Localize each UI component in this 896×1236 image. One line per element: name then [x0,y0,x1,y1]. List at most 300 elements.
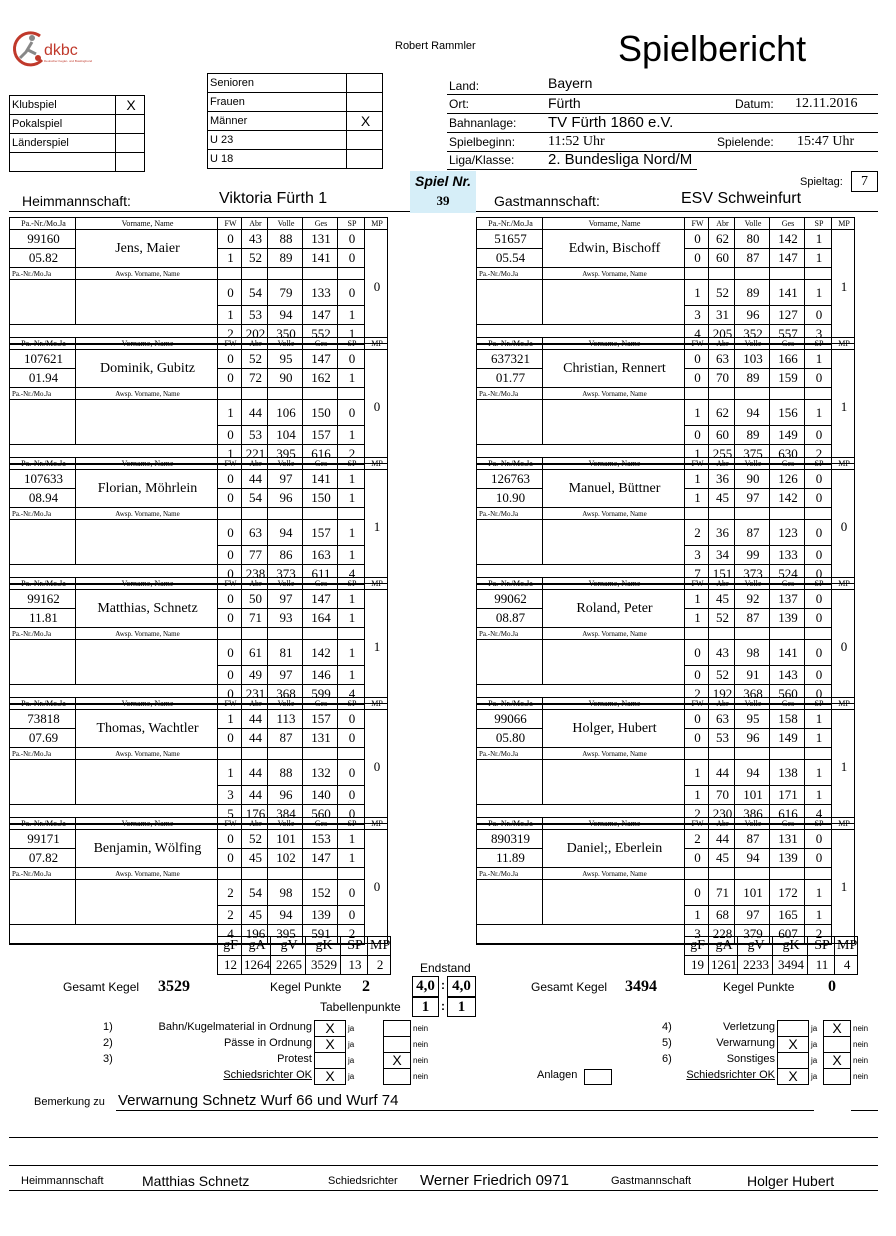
score-cell: 49 [242,666,268,685]
col-header-mp: MP [832,458,855,470]
score-cell: 1 [805,906,832,925]
col-header-mp: MP [365,578,388,590]
check-label: Bahn/Kugelmaterial in Ordnung [158,1021,312,1033]
check-nein-box[interactable] [823,1068,851,1085]
sub-name-cell [543,880,685,925]
col-header-vn: Vorname, Name [543,818,685,830]
col-header-sp: SP [805,818,832,830]
empty-cell [735,508,770,520]
check-number: 2) [103,1037,113,1049]
nein-label: nein [413,1040,429,1049]
score-cell: 72 [242,369,268,388]
bahnanlage-value: TV Fürth 1860 e.V. [548,114,674,131]
score-cell: 1 [338,369,365,388]
datum-value: 12.11.2016 [795,96,858,111]
score-cell: 2 [685,830,709,849]
score-cell: 90 [735,470,770,489]
score-cell: 0 [218,666,242,685]
col-header-fw: FW [685,338,709,350]
totals-header: gK [773,937,808,956]
empty-cell [685,268,709,280]
col-header-sp: SP [338,338,365,350]
sub-name-header: Awsp. Vorname, Name [543,508,685,520]
empty-cell [709,388,735,400]
col-header-pa: Pa.-Nr./Mo.Ja [10,458,76,470]
sum-cell: 230 [709,805,735,824]
empty-cell [10,925,218,944]
score-cell: 123 [770,520,805,546]
score-cell: 87 [735,609,770,628]
logo-text: dkbc [44,42,78,59]
sub-name-header: Awsp. Vorname, Name [543,388,685,400]
game-type-checkbox[interactable]: X [116,96,145,115]
score-cell: 140 [303,786,338,805]
birth-month-year: 08.94 [10,489,76,508]
score-cell: 166 [770,350,805,369]
col-header-vn: Vorname, Name [76,338,218,350]
nein-label: nein [413,1072,429,1081]
empty-cell [735,628,770,640]
sum-cell: 373 [268,565,303,584]
sub-name-cell [76,880,218,925]
check-ja-box[interactable]: X [314,1036,346,1053]
col-header-ges: Ges [770,218,805,230]
game-type-checkbox[interactable] [116,115,145,134]
totals-header: gK [306,937,341,956]
col-header-abr: Abr [709,818,735,830]
check-ja-box[interactable] [314,1052,346,1069]
check-nein-box[interactable]: X [383,1052,411,1069]
score-cell: 96 [735,306,770,325]
check-nein-box[interactable] [383,1068,411,1085]
sum-cell: 560 [303,805,338,824]
sub-pass-cell [477,520,543,565]
score-cell: 1 [338,426,365,445]
class-checkbox[interactable] [347,150,383,169]
logo-subtext: Deutscher Kegler- und Bowlingbund [44,59,93,63]
kp-home-value: 2 [362,978,370,995]
score-cell: 96 [735,729,770,748]
score-cell: 147 [303,306,338,325]
score-cell: 141 [770,640,805,666]
col-header-vn: Vorname, Name [543,458,685,470]
check-ja-box[interactable]: X [314,1020,346,1037]
col-header-sp: SP [805,218,832,230]
col-header-volle: Volle [268,218,303,230]
footer-sr-signature: Werner Friedrich 0971 [420,1172,569,1189]
score-cell: 1 [338,489,365,508]
score-cell: 172 [770,880,805,906]
col-header-sp: SP [805,698,832,710]
score-cell: 1 [338,470,365,489]
totals-value: 19 [685,956,709,975]
totals-header: gA [709,937,738,956]
ja-label: ja [348,1040,355,1049]
sum-cell: 5 [218,805,242,824]
empty-cell [805,508,832,520]
sum-cell: 151 [709,565,735,584]
sum-cell: 368 [735,685,770,704]
empty-cell [770,748,805,760]
empty-cell [805,628,832,640]
score-cell: 1 [338,609,365,628]
game-type-checkbox[interactable] [116,153,145,172]
class-checkbox[interactable] [347,74,383,93]
score-cell: 2 [218,906,242,925]
score-cell: 1 [685,280,709,306]
score-cell: 63 [709,350,735,369]
empty-cell [685,628,709,640]
check-nein-box[interactable]: X [823,1052,851,1069]
score-cell: 99 [735,546,770,565]
match-point: 0 [365,710,388,824]
birth-month-year: 08.87 [477,609,543,628]
score-cell: 1 [685,906,709,925]
col-header-fw: FW [218,218,242,230]
score-cell: 153 [303,830,338,849]
sum-cell: 0 [805,565,832,584]
class-label: Frauen [208,93,347,112]
sum-cell: 599 [303,685,338,704]
check-number: 5) [662,1037,672,1049]
sum-cell: 7 [685,565,709,584]
player-name: Dominik, Gubitz [76,350,218,388]
check-number: 3) [103,1053,113,1065]
score-cell: 0 [338,350,365,369]
match-point: 1 [365,470,388,584]
score-cell: 142 [770,489,805,508]
totals-header: gV [271,937,306,956]
col-header-volle: Volle [735,458,770,470]
birth-month-year: 05.54 [477,249,543,268]
empty-cell [685,748,709,760]
col-header-mp: MP [365,338,388,350]
score-cell: 143 [770,666,805,685]
class-checkbox[interactable] [347,131,383,150]
score-cell: 77 [242,546,268,565]
score-cell: 152 [303,880,338,906]
footer-sr-label: Schiedsrichter [328,1175,398,1187]
col-header-pa: Pa.-Nr./Mo.Ja [477,218,543,230]
empty-cell [709,268,735,280]
score-cell: 36 [709,520,735,546]
check-label: Verletzung [723,1021,775,1033]
score-cell: 31 [709,306,735,325]
sub-pass-header: Pa.-Nr./Mo.Ja [10,628,76,640]
check-number: 6) [662,1053,672,1065]
score-cell: 44 [242,786,268,805]
score-cell: 149 [770,426,805,445]
sum-cell: 176 [242,805,268,824]
score-cell: 164 [303,609,338,628]
match-point: 1 [832,230,855,344]
sub-name-header: Awsp. Vorname, Name [76,388,218,400]
sum-cell: 1 [218,445,242,464]
sum-cell: 591 [303,925,338,944]
score-cell: 2 [218,880,242,906]
score-cell: 0 [218,280,242,306]
bemerkung-value: Verwarnung Schnetz Wurf 66 und Wurf 74 [118,1092,399,1109]
anlagen-checkbox[interactable] [584,1069,612,1085]
sum-cell: 557 [770,325,805,344]
class-checkbox[interactable] [347,93,383,112]
score-cell: 1 [685,609,709,628]
empty-cell [338,268,365,280]
guest-totals-table [684,936,858,975]
score-cell: 131 [303,729,338,748]
sum-cell: 3 [685,925,709,944]
score-cell: 139 [303,906,338,925]
check-ja-box[interactable] [777,1020,809,1037]
pass-number: 99162 [10,590,76,609]
ja-label: ja [348,1056,355,1065]
empty-cell [709,628,735,640]
score-cell: 87 [735,830,770,849]
sum-cell: 524 [770,565,805,584]
score-cell: 147 [303,590,338,609]
col-header-volle: Volle [735,338,770,350]
empty-cell [218,748,242,760]
sub-pass-cell [477,880,543,925]
sub-name-header: Awsp. Vorname, Name [543,748,685,760]
empty-cell [268,388,303,400]
score-cell: 45 [709,849,735,868]
check-ja-box[interactable]: X [777,1036,809,1053]
class-checkbox[interactable]: X [347,112,383,131]
empty-cell [338,748,365,760]
sum-cell: 1 [338,325,365,344]
sub-pass-header: Pa.-Nr./Mo.Ja [477,508,543,520]
col-header-sp: SP [338,698,365,710]
game-type-table [9,95,145,172]
score-cell: 0 [218,830,242,849]
bemerkung-label: Bemerkung zu [34,1096,105,1108]
col-header-sp: SP [338,218,365,230]
score-cell: 52 [242,830,268,849]
sum-cell: 192 [709,685,735,704]
sum-cell: 238 [242,565,268,584]
col-header-ges: Ges [303,338,338,350]
empty-cell [338,508,365,520]
spieltag-label: Spieltag: [800,176,843,188]
check-nein-box[interactable] [383,1020,411,1037]
score-cell: 86 [268,546,303,565]
score-cell: 97 [735,906,770,925]
liga-value: 2. Bundesliga Nord/M [548,151,693,168]
check-ja-box[interactable] [777,1052,809,1069]
col-header-fw: FW [218,458,242,470]
heim-value: Viktoria Fürth 1 [219,190,328,207]
score-cell: 106 [268,400,303,426]
home-player-block [9,697,388,825]
pass-number: 99171 [10,830,76,849]
score-cell: 0 [685,640,709,666]
score-cell: 142 [303,640,338,666]
land-value: Bayern [548,75,593,91]
score-cell: 1 [685,400,709,426]
col-header-sp: SP [338,818,365,830]
check-label: Schiedsrichter OK [686,1069,775,1081]
empty-cell [685,388,709,400]
score-cell: 0 [218,546,242,565]
sum-cell: 630 [770,445,805,464]
gesamt-home-value: 3529 [158,978,190,995]
gesamt-guest-label: Gesamt Kegel [531,980,608,994]
player-name: Edwin, Bischoff [543,230,685,268]
check-nein-box[interactable] [823,1036,851,1053]
col-header-fw: FW [218,578,242,590]
col-header-sp: SP [805,578,832,590]
match-point: 1 [365,590,388,704]
score-cell: 0 [338,760,365,786]
empty-cell [303,388,338,400]
home-totals-table [217,936,391,975]
col-header-ges: Ges [303,818,338,830]
score-cell: 60 [709,249,735,268]
score-cell: 87 [735,249,770,268]
score-cell: 147 [770,249,805,268]
totals-value: 3494 [773,956,808,975]
score-cell: 53 [242,426,268,445]
birth-month-year: 10.90 [477,489,543,508]
col-header-mp: MP [832,578,855,590]
col-header-abr: Abr [242,338,268,350]
col-header-abr: Abr [242,818,268,830]
game-type-checkbox[interactable] [116,134,145,153]
col-header-abr: Abr [709,698,735,710]
col-header-ges: Ges [303,578,338,590]
score-cell: 131 [770,830,805,849]
empty-cell [770,268,805,280]
sum-cell: 611 [303,565,338,584]
ort-label: Ort: [449,97,469,111]
sum-cell: 202 [242,325,268,344]
empty-cell [770,868,805,880]
sub-name-cell [76,400,218,445]
col-header-vn: Vorname, Name [76,578,218,590]
anlagen-label: Anlagen [537,1069,578,1081]
match-point: 1 [832,350,855,464]
col-header-fw: FW [685,458,709,470]
totals-value: 2265 [271,956,306,975]
endstand-guest: 4,0 [447,976,476,997]
score-cell: 150 [303,400,338,426]
score-cell: 88 [268,230,303,249]
home-player-block [9,217,388,345]
score-cell: 54 [242,280,268,306]
empty-cell [709,508,735,520]
gast-value: ESV Schweinfurt [681,190,802,207]
score-cell: 0 [218,369,242,388]
score-cell: 61 [242,640,268,666]
score-cell: 150 [303,489,338,508]
check-label: Protest [277,1053,312,1065]
score-cell: 1 [805,400,832,426]
col-header-volle: Volle [735,578,770,590]
check-nein-box[interactable]: X [823,1020,851,1037]
score-cell: 94 [735,760,770,786]
score-cell: 2 [685,520,709,546]
pass-number: 890319 [477,830,543,849]
score-cell: 68 [709,906,735,925]
nein-label: nein [853,1072,869,1081]
check-number: 1) [103,1021,113,1033]
footer-heim-label: Heimmannschaft [21,1175,104,1187]
land-label: Land: [449,79,480,93]
empty-cell [770,628,805,640]
score-cell: 149 [770,729,805,748]
nein-label: nein [853,1056,869,1065]
col-header-abr: Abr [709,578,735,590]
spielbeginn-value: 11:52 Uhr [548,134,605,149]
score-cell: 45 [242,849,268,868]
empty-cell [218,868,242,880]
check-nein-box[interactable] [383,1036,411,1053]
game-type-label: Klubspiel [10,96,116,115]
col-header-pa: Pa.-Nr./Mo.Ja [477,578,543,590]
sum-cell: 384 [268,805,303,824]
col-header-ges: Ges [770,698,805,710]
score-cell: 1 [338,520,365,546]
score-cell: 163 [303,546,338,565]
score-cell: 0 [685,710,709,729]
sum-cell: 196 [242,925,268,944]
sum-cell: 0 [338,805,365,824]
score-cell: 98 [268,880,303,906]
sub-pass-cell [477,760,543,805]
score-cell: 0 [685,849,709,868]
col-header-ges: Ges [303,458,338,470]
spieltag-value: 7 [851,171,878,192]
check-ja-box[interactable]: X [314,1068,346,1085]
col-header-abr: Abr [242,218,268,230]
check-ja-box[interactable]: X [777,1068,809,1085]
guest-player-block [476,577,855,705]
score-cell: 1 [338,666,365,685]
score-cell: 52 [709,666,735,685]
col-header-mp: MP [832,218,855,230]
player-name: Roland, Peter [543,590,685,628]
score-cell: 1 [805,729,832,748]
empty-cell [303,868,338,880]
empty-cell [242,748,268,760]
page-title: Spielbericht [618,28,807,69]
score-cell: 70 [709,786,735,805]
score-cell: 0 [805,470,832,489]
guest-player-block [476,337,855,465]
sum-cell: 375 [735,445,770,464]
score-cell: 0 [338,880,365,906]
score-cell: 1 [805,760,832,786]
col-header-sp: SP [338,578,365,590]
sum-cell: 2 [685,805,709,824]
birth-month-year: 11.89 [477,849,543,868]
sub-name-header: Awsp. Vorname, Name [76,748,218,760]
empty-cell [685,868,709,880]
score-cell: 44 [709,830,735,849]
pass-number: 51657 [477,230,543,249]
kp-home-label: Kegel Punkte [270,980,342,994]
score-cell: 0 [338,400,365,426]
sum-cell: 616 [303,445,338,464]
score-cell: 102 [268,849,303,868]
score-cell: 53 [242,306,268,325]
score-cell: 90 [268,369,303,388]
score-cell: 52 [242,249,268,268]
col-header-vn: Vorname, Name [543,578,685,590]
sub-pass-header: Pa.-Nr./Mo.Ja [10,268,76,280]
sub-name-header: Awsp. Vorname, Name [76,868,218,880]
